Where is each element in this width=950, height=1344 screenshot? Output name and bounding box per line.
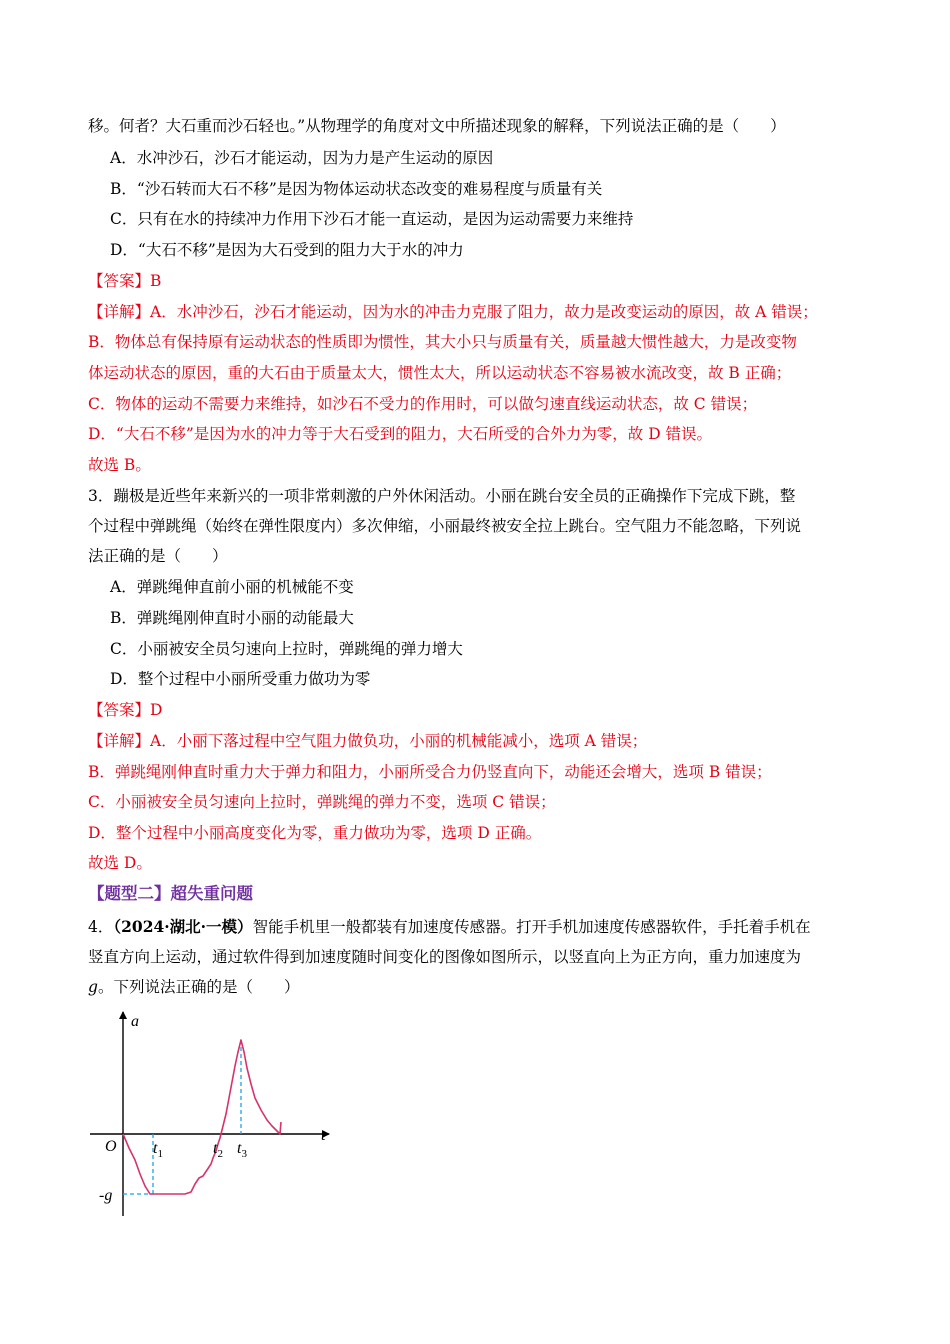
q4-stem-line-2: 竖直方向上运动，通过软件得到加速度随时间变化的图像如图所示，以竖直向上为正方向，重力加速度为 <box>88 948 802 966</box>
q2-option-d: D．“大石不移”是因为大石受到的阻力大于水的冲力 <box>110 241 464 259</box>
q4-number: 4． <box>88 918 114 936</box>
q4-source: （2024·湖北·一模） <box>113 917 253 936</box>
q2-explanation-line: 【详解】A．水冲沙石，沙石才能运动，因为水的冲击力克服了阻力，故力是改变运动的原因，故 A 错误； <box>88 303 818 321</box>
q3-conclusion: 故选 D。 <box>88 854 152 872</box>
q3-option-d: D．整个过程中小丽所受重力做功为零 <box>110 670 371 688</box>
q3-explanation-line: B．弹跳绳刚伸直时重力大于弹力和阻力，小丽所受合力仍竖直向下，动能还会增大，选项 B 错误； <box>88 763 772 781</box>
acceleration-time-graph <box>85 1008 345 1228</box>
q2-option-a: A．水冲沙石，沙石才能运动，因为力是产生运动的原因 <box>110 149 494 167</box>
q4-stem-text: 。下列说法正确的是（ ） <box>97 978 300 996</box>
t2-subscript: 2 <box>217 1148 223 1160</box>
q4-g-symbol: g <box>88 978 98 996</box>
q3-stem-line: 3．蹦极是近些年来新兴的一项非常刺激的户外休闲活动。小丽在跳台安全员的正确操作下完成下跳，整 <box>88 487 796 505</box>
q2-explanation-line: C．物体的运动不需要力来维持，如沙石不受力的作用时，可以做匀速直线运动状态，故 C 错误； <box>88 395 758 413</box>
q4-stem-line-3 <box>88 977 299 997</box>
q2-explanation-line: B．物体总有保持原有运动状态的性质即为惯性，其大小只与质量有关，质量越大惯性越大，力是改变物 <box>88 333 797 351</box>
acceleration-curve <box>123 1040 281 1194</box>
t3-label <box>237 1140 247 1160</box>
q3-option-a: A．弹跳绳伸直前小丽的机械能不变 <box>110 578 354 596</box>
q2-explanation-line: 体运动状态的原因，重的大石由于质量太大，惯性太大，所以运动状态不容易被水流改变，故 B 正确； <box>88 364 792 382</box>
q3-stem-line: 个过程中弹跳绳（始终在弹性限度内）多次伸缩，小丽最终被安全拉上跳台。空气阻力不能忽略，下列说 <box>88 517 802 535</box>
q2-answer: 【答案】B <box>88 272 162 290</box>
t1-subscript: 1 <box>157 1148 163 1160</box>
q3-answer: 【答案】D <box>88 701 163 719</box>
q4-stem-line-1 <box>88 917 811 937</box>
t2-letter: t <box>213 1140 218 1157</box>
q3-explanation-line: C．小丽被安全员匀速向上拉时，弹跳绳的弹力不变，选项 C 错误； <box>88 793 556 811</box>
q3-option-c: C．小丽被安全员匀速向上拉时，弹跳绳的弹力增大 <box>110 640 463 658</box>
neg-g-label: -g <box>99 1187 113 1204</box>
q2-explanation-line: D．“大石不移”是因为水的冲力等于大石受到的阻力，大石所受的合外力为零，故 D 错误。 <box>88 425 713 443</box>
q3-explanation-line: 【详解】A．小丽下落过程中空气阻力做负功，小丽的机械能减小，选项 A 错误； <box>88 732 648 750</box>
y-axis-label: a <box>131 1013 139 1030</box>
q3-stem-line: 法正确的是（ ） <box>88 547 228 565</box>
q3-option-b: B．弹跳绳刚伸直时小丽的动能最大 <box>110 609 354 627</box>
t3-subscript: 3 <box>241 1148 247 1160</box>
t1-letter: t <box>153 1140 158 1157</box>
q2-conclusion: 故选 B。 <box>88 456 151 474</box>
t3-letter: t <box>237 1140 242 1157</box>
origin-label: O <box>105 1138 117 1155</box>
q2-option-b: B．“沙石转而大石不移”是因为物体运动状态改变的难易程度与质量有关 <box>110 180 603 198</box>
q2-stem-tail: 移。何者？大石重而沙石轻也。”从物理学的角度对文中所描述现象的解释，下列说法正确的是（ ） <box>88 117 786 135</box>
q4-stem-text: 智能手机里一般都装有加速度传感器。打开手机加速度传感器软件，手托着手机在 <box>252 918 811 936</box>
x-axis-label: t <box>321 1127 326 1144</box>
t1-label <box>153 1140 163 1160</box>
q2-option-c: C．只有在水的持续冲力作用下沙石才能一直运动，是因为运动需要力来维持 <box>110 210 634 228</box>
section-title: 【题型二】超失重问题 <box>88 884 253 903</box>
q3-explanation-line: D．整个过程中小丽高度变化为零，重力做功为零，选项 D 正确。 <box>88 824 542 842</box>
